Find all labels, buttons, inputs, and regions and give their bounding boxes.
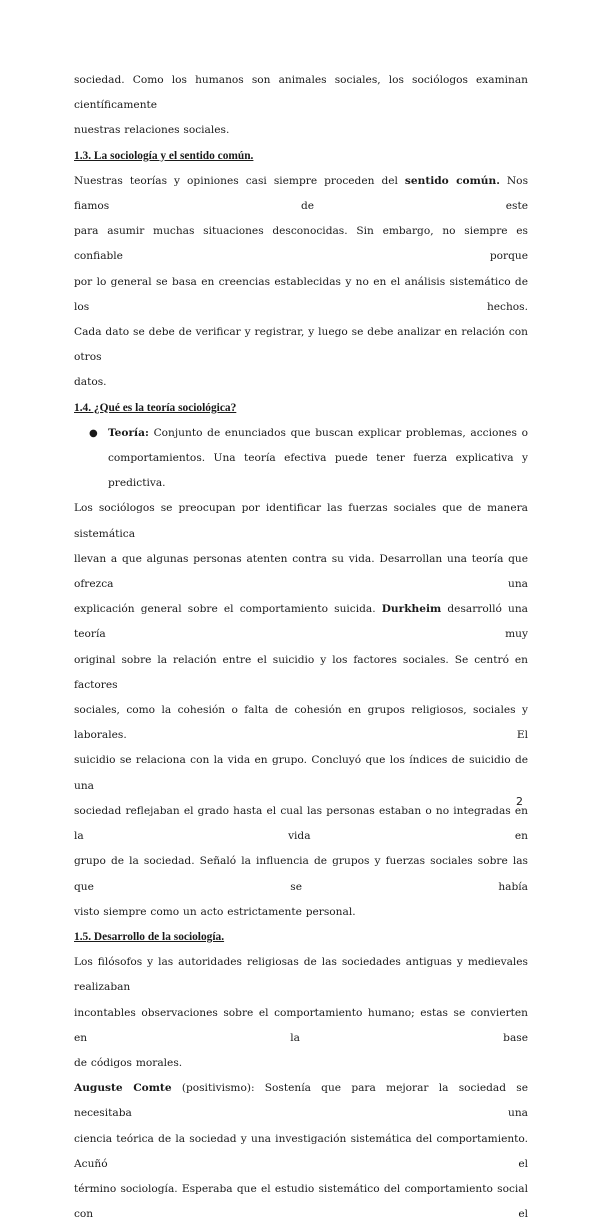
section-heading-1-3: 1.3. La sociología y el sentido común. xyxy=(74,149,254,162)
section-heading-1-4: 1.4. ¿Qué es la teoría sociológica? xyxy=(74,401,237,414)
bullet-icon: ● xyxy=(89,427,98,439)
page-number: 2 xyxy=(516,795,523,808)
comte-paragraph: Auguste Comte (positivismo): Sostenía que para mejorar la sociedad se necesitaba una ciencia teórica de la sociedad y una investigación sistemática del comportamiento. Acuñó el término sociología. Esperaba que el estudio sistemático del comportamiento social con el xyxy=(74,1082,528,1221)
bullet-item-teoria: ● Teoría: Conjunto de enunciados que buscan explicar problemas, acciones o comportamientos. Una teoría efectiva puede tener fuerza explicativa y predictiva. xyxy=(74,421,528,497)
durkheim-paragraph: Los sociólogos se preocupan por identificar las fuerzas sociales que de manera sistemática llevan a que algunas personas atenten contra su vida. Desarrollan una teoría que ofrezca una explicación general sobre el comportamiento suicida. Durkheim desarrolló una teoría muy original sobre la relación entre el suicidio y los factores sociales. Se centró en factores sociales, como la cohesión o falta de cohesión en grupos religiosos, sociales y laborales. El suicidio se relaciona con la vida en grupo. Concluyó que los índices de suicidio de una sociedad reflejaban el grado hasta el cual las personas estaban o no integradas en la vida en grupo de la sociedad. Señaló la influencia de grupos y fuerzas sociales sobre las que se había visto siempre como un acto estrictamente personal. xyxy=(74,502,528,918)
intro-paragraph: sociedad. Como los humanos son animales sociales, los sociólogos examinan científicamente nuestras relaciones sociales. xyxy=(74,74,528,137)
document-page xyxy=(74,68,528,1227)
filosofos-paragraph: Los filósofos y las autoridades religiosas de las sociedades antiguas y medievales realizaban incontables observaciones sobre el comportamiento humano; estas se convierten en la base de códigos morales. xyxy=(74,956,528,1069)
sentido-comun-paragraph: Nuestras teorías y opiniones casi siempre proceden del sentido común. Nos fiamos de este para asumir muchas situaciones desconocidas. Sin embargo, no siempre es confiable porque por lo general se basa en creencias establecidas y no en el análisis sistemático de los hechos. Cada dato se debe de verificar y registrar, y luego se debe analizar en relación con otros datos. xyxy=(74,174,529,389)
section-heading-1-5: 1.5. Desarrollo de la sociología. xyxy=(74,930,225,943)
